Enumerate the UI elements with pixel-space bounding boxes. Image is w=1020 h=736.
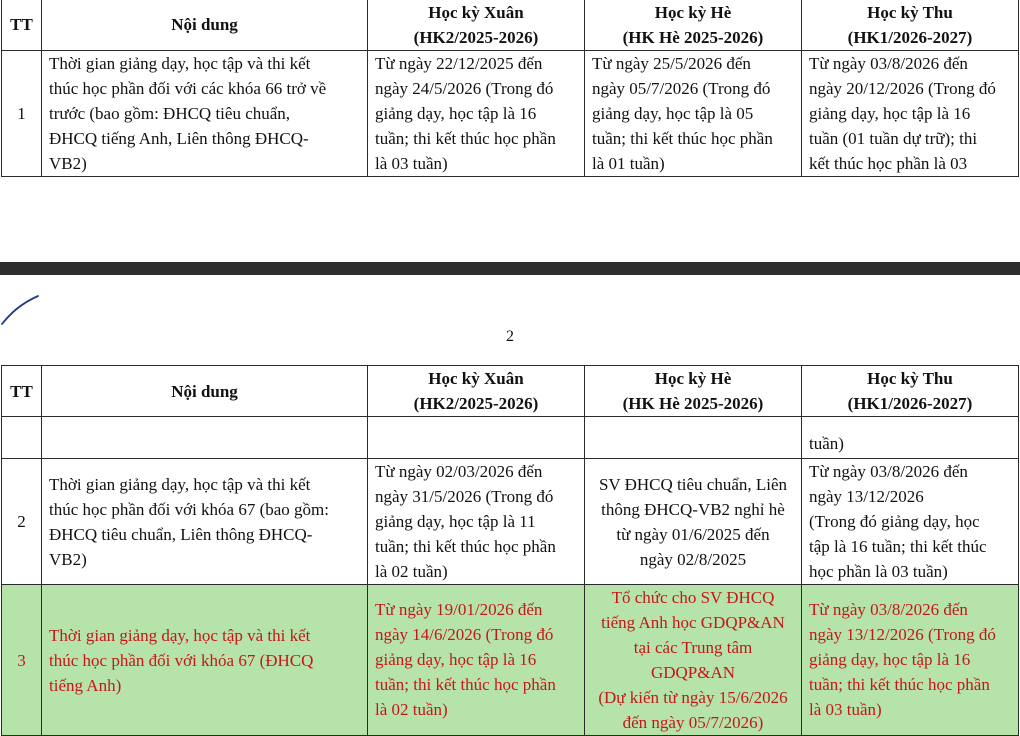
summer-cell (585, 417, 802, 459)
summer-cell: Tổ chức cho SV ĐHCQ tiếng Anh học GDQP&AN tại các Trung tâm GDQP&AN (Dự kiến từ ngày 15/6/2026 đến ngày 05/7/2026) (585, 585, 802, 736)
row-number: 3 (2, 585, 42, 736)
autumn-cell: tuần) (802, 417, 1019, 459)
row-content (42, 417, 368, 459)
row-content: Thời gian giảng dạy, học tập và thi kết thúc học phần đối với khóa 67 (bao gồm: ĐHCQ tiêu chuẩn, Liên thông ĐHCQ- VB2) (42, 459, 368, 585)
header-content: Nội dung (42, 0, 368, 51)
schedule-table-page1 (1, 0, 1019, 177)
page-number: 2 (506, 328, 514, 345)
row-content: Thời gian giảng dạy, học tập và thi kết thúc học phần đối với khóa 67 (ĐHCQ tiếng Anh) (42, 585, 368, 736)
header-tt: TT (2, 0, 42, 51)
row-number: 2 (2, 459, 42, 585)
schedule-table-page2 (1, 365, 1019, 736)
table-row-continued (2, 417, 1019, 459)
summer-cell: Từ ngày 25/5/2026 đến ngày 05/7/2026 (Trong đó giảng dạy, học tập là 05 tuần; thi kết thúc học phần là 01 tuần) (585, 51, 802, 177)
header-autumn: Học kỳ Thu (HK1/2026-2027) (802, 0, 1019, 51)
header-content: Nội dung (42, 366, 368, 417)
row-content: Thời gian giảng dạy, học tập và thi kết thúc học phần đối với các khóa 66 trở về trước (bao gồm: ĐHCQ tiêu chuẩn, ĐHCQ tiếng Anh, Liên thông ĐHCQ- VB2) (42, 51, 368, 177)
header-summer: Học kỳ Hè (HK Hè 2025-2026) (585, 0, 802, 51)
table-row (2, 51, 1019, 177)
spring-cell (368, 417, 585, 459)
spring-cell: Từ ngày 19/01/2026 đến ngày 14/6/2026 (Trong đó giảng dạy, học tập là 16 tuần; thi kết thúc học phần là 02 tuần) (368, 585, 585, 736)
header-spring: Học kỳ Xuân (HK2/2025-2026) (368, 366, 585, 417)
row-number (2, 417, 42, 459)
table-header-row (2, 366, 1019, 417)
summer-cell: SV ĐHCQ tiêu chuẩn, Liên thông ĐHCQ-VB2 nghỉ hè từ ngày 01/6/2025 đến ngày 02/8/2025 (585, 459, 802, 585)
table-row-highlighted (2, 585, 1019, 736)
table-header-row (2, 0, 1019, 51)
spring-cell: Từ ngày 22/12/2025 đến ngày 24/5/2026 (Trong đó giảng dạy, học tập là 16 tuần; thi kết thúc học phần là 03 tuần) (368, 51, 585, 177)
autumn-cell: Từ ngày 03/8/2026 đến ngày 20/12/2026 (Trong đó giảng dạy, học tập là 16 tuần (01 tuần dự trữ); thi kết thúc học phần là 03 (802, 51, 1019, 177)
autumn-cell: Từ ngày 03/8/2026 đến ngày 13/12/2026 (Trong đó giảng dạy, học tập là 16 tuần; thi kết thúc học phần là 03 tuần) (802, 459, 1019, 585)
header-autumn: Học kỳ Thu (HK1/2026-2027) (802, 366, 1019, 417)
autumn-cell: Từ ngày 03/8/2026 đến ngày 13/12/2026 (Trong đó giảng dạy, học tập là 16 tuần; thi kết thúc học phần là 03 tuần) (802, 585, 1019, 736)
pen-mark-icon (0, 290, 50, 330)
page-separator (0, 262, 1020, 275)
table-row (2, 459, 1019, 585)
header-tt: TT (2, 366, 42, 417)
spring-cell: Từ ngày 02/03/2026 đến ngày 31/5/2026 (Trong đó giảng dạy, học tập là 11 tuần; thi kết thúc học phần là 02 tuần) (368, 459, 585, 585)
header-spring: Học kỳ Xuân (HK2/2025-2026) (368, 0, 585, 51)
row-number: 1 (2, 51, 42, 177)
header-summer: Học kỳ Hè (HK Hè 2025-2026) (585, 366, 802, 417)
